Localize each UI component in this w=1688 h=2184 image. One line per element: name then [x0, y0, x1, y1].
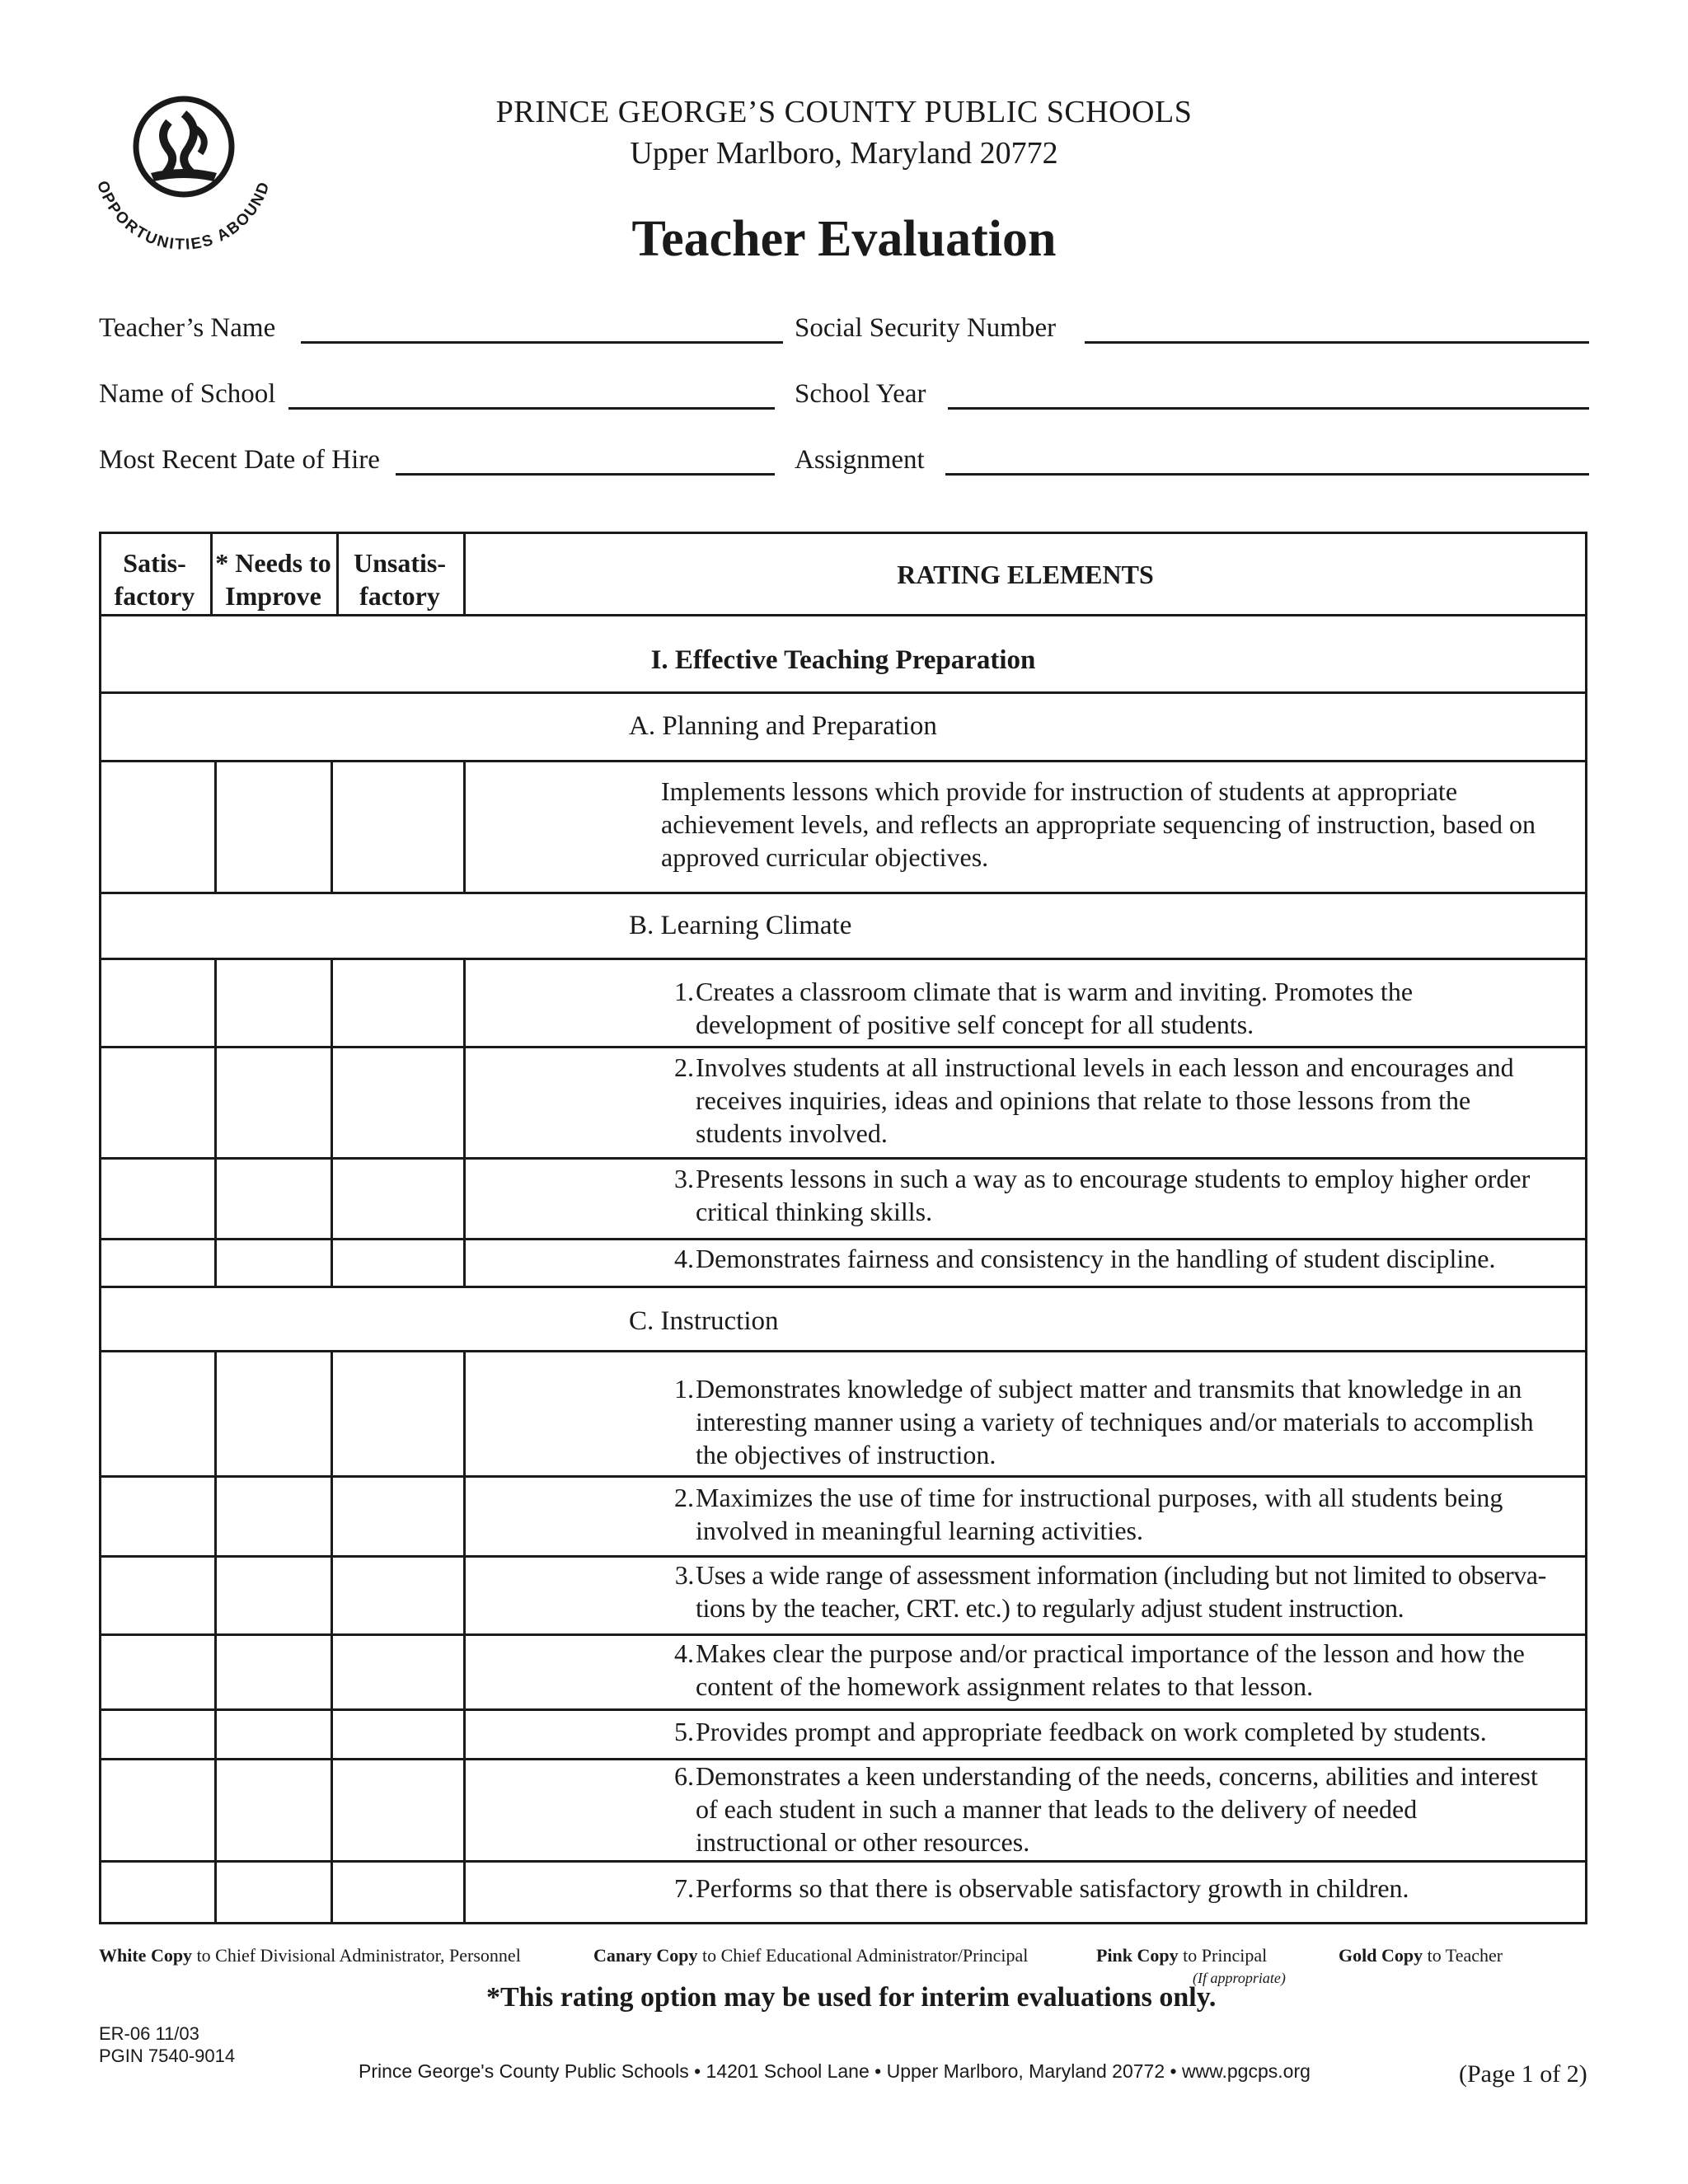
page-number: (Page 1 of 2) [1459, 2060, 1587, 2088]
item-b4: 4. Demonstrates fairness and consistency in the handling of student discipline. [674, 1244, 1496, 1273]
form-code: ER-06 11/03 [99, 2023, 199, 2044]
hire-date-label: Most Recent Date of Hire [99, 445, 380, 475]
footer-address: Prince George's County Public Schools • 14201 School Lane • Upper Marlboro, Maryland 20772 • www.pgcps.org [359, 2060, 1311, 2082]
item-b2: 2. Involves students at all instructional levels in each lesson and encourages and receives inquiries, ideas and opinions that relate to those lessons from the students involved. [674, 1052, 1514, 1148]
item-c3: 3. Uses a wide range of assessment information (including but not limited to observa- tions by the teacher, CRT. etc.) to regularly adjust student instruction. [674, 1560, 1546, 1623]
ssn-field[interactable] [1085, 341, 1589, 344]
district-city: Upper Marlboro, Maryland 20772 [630, 136, 1058, 171]
item-c2: 2. Maximizes the use of time for instructional purposes, with all students being involved in meaningful learning activities. [674, 1483, 1503, 1545]
school-name-field[interactable] [288, 407, 775, 410]
interim-note: *This rating option may be used for interim evaluations only. [486, 1982, 1217, 2013]
checkbox-satisfactory[interactable] [102, 762, 213, 890]
col-satisfactory: Satis- factory [114, 548, 195, 611]
copy-white: White Copy to Chief Divisional Administrator, Personnel [99, 1945, 521, 1966]
district-name: PRINCE GEORGE’S COUNTY PUBLIC SCHOOLS [495, 95, 1193, 129]
section-title: I. Effective Teaching Preparation [650, 645, 1036, 675]
item-b1: 1. Creates a classroom climate that is warm and inviting. Promotes the development of positive self concept for all students. [674, 977, 1414, 1039]
copy-gold: Gold Copy to Teacher [1339, 1945, 1503, 1966]
teacher-name-field[interactable] [301, 341, 783, 344]
pgin-code: PGIN 7540-9014 [99, 2046, 236, 2066]
col-needs-improve: * Needs to Improve [215, 548, 331, 611]
item-c7: 7. Performs so that there is observable satisfactory growth in children. [674, 1873, 1409, 1903]
subsection-c: C. Instruction [629, 1306, 779, 1336]
ssn-label: Social Security Number [795, 313, 1057, 343]
item-c1: 1. Demonstrates knowledge of subject matter and transmits that knowledge in an interesting manner using a variety of techniques and/or materials to accomplish the objectives of instruction. [674, 1374, 1534, 1469]
teacher-name-label: Teacher’s Name [99, 313, 276, 343]
school-year-label: School Year [795, 379, 926, 409]
col-rating-elements: RATING ELEMENTS [897, 560, 1154, 589]
item-b3: 3. Presents lessons in such a way as to encourage students to employ higher order critical thinking skills. [674, 1164, 1531, 1226]
item-c6: 6. Demonstrates a keen understanding of the needs, concerns, abilities and interest of each student in such a manner that leads to the delivery of needed instructional or other resources. [674, 1761, 1538, 1857]
checkbox-unsatisfactory[interactable] [334, 762, 462, 890]
checkbox-needs-improve[interactable] [218, 762, 329, 890]
subsection-a: A. Planning and Preparation [629, 711, 937, 741]
rating-table [99, 532, 1587, 1924]
page-title: Teacher Evaluation [631, 211, 1057, 267]
school-name-label: Name of School [99, 379, 276, 409]
assignment-field[interactable] [945, 473, 1589, 476]
hire-date-field[interactable] [396, 473, 775, 476]
col-unsatisfactory: Unsatis- factory [353, 548, 446, 611]
subsection-b: B. Learning Climate [629, 911, 852, 940]
copy-canary: Canary Copy to Chief Educational Administrator/Principal [593, 1945, 1029, 1966]
pink-note: (If appropriate) [1193, 1970, 1286, 1986]
item-c4: 4. Makes clear the purpose and/or practical importance of the lesson and how the content of the homework assignment relates to that lesson. [674, 1638, 1525, 1701]
logo-motto: OPPORTUNITIES ABOUND [92, 178, 274, 254]
item-c5: 5. Provides prompt and appropriate feedback on work completed by students. [674, 1717, 1487, 1746]
assignment-label: Assignment [795, 445, 925, 475]
copy-pink: Pink Copy to Principal [1096, 1945, 1268, 1966]
item-a: Implements lessons which provide for instruction of students at appropriate achievement levels, and reflects an appropriate sequencing of instruction, based on approved curricular objectives. [661, 776, 1536, 872]
school-year-field[interactable] [948, 407, 1589, 410]
